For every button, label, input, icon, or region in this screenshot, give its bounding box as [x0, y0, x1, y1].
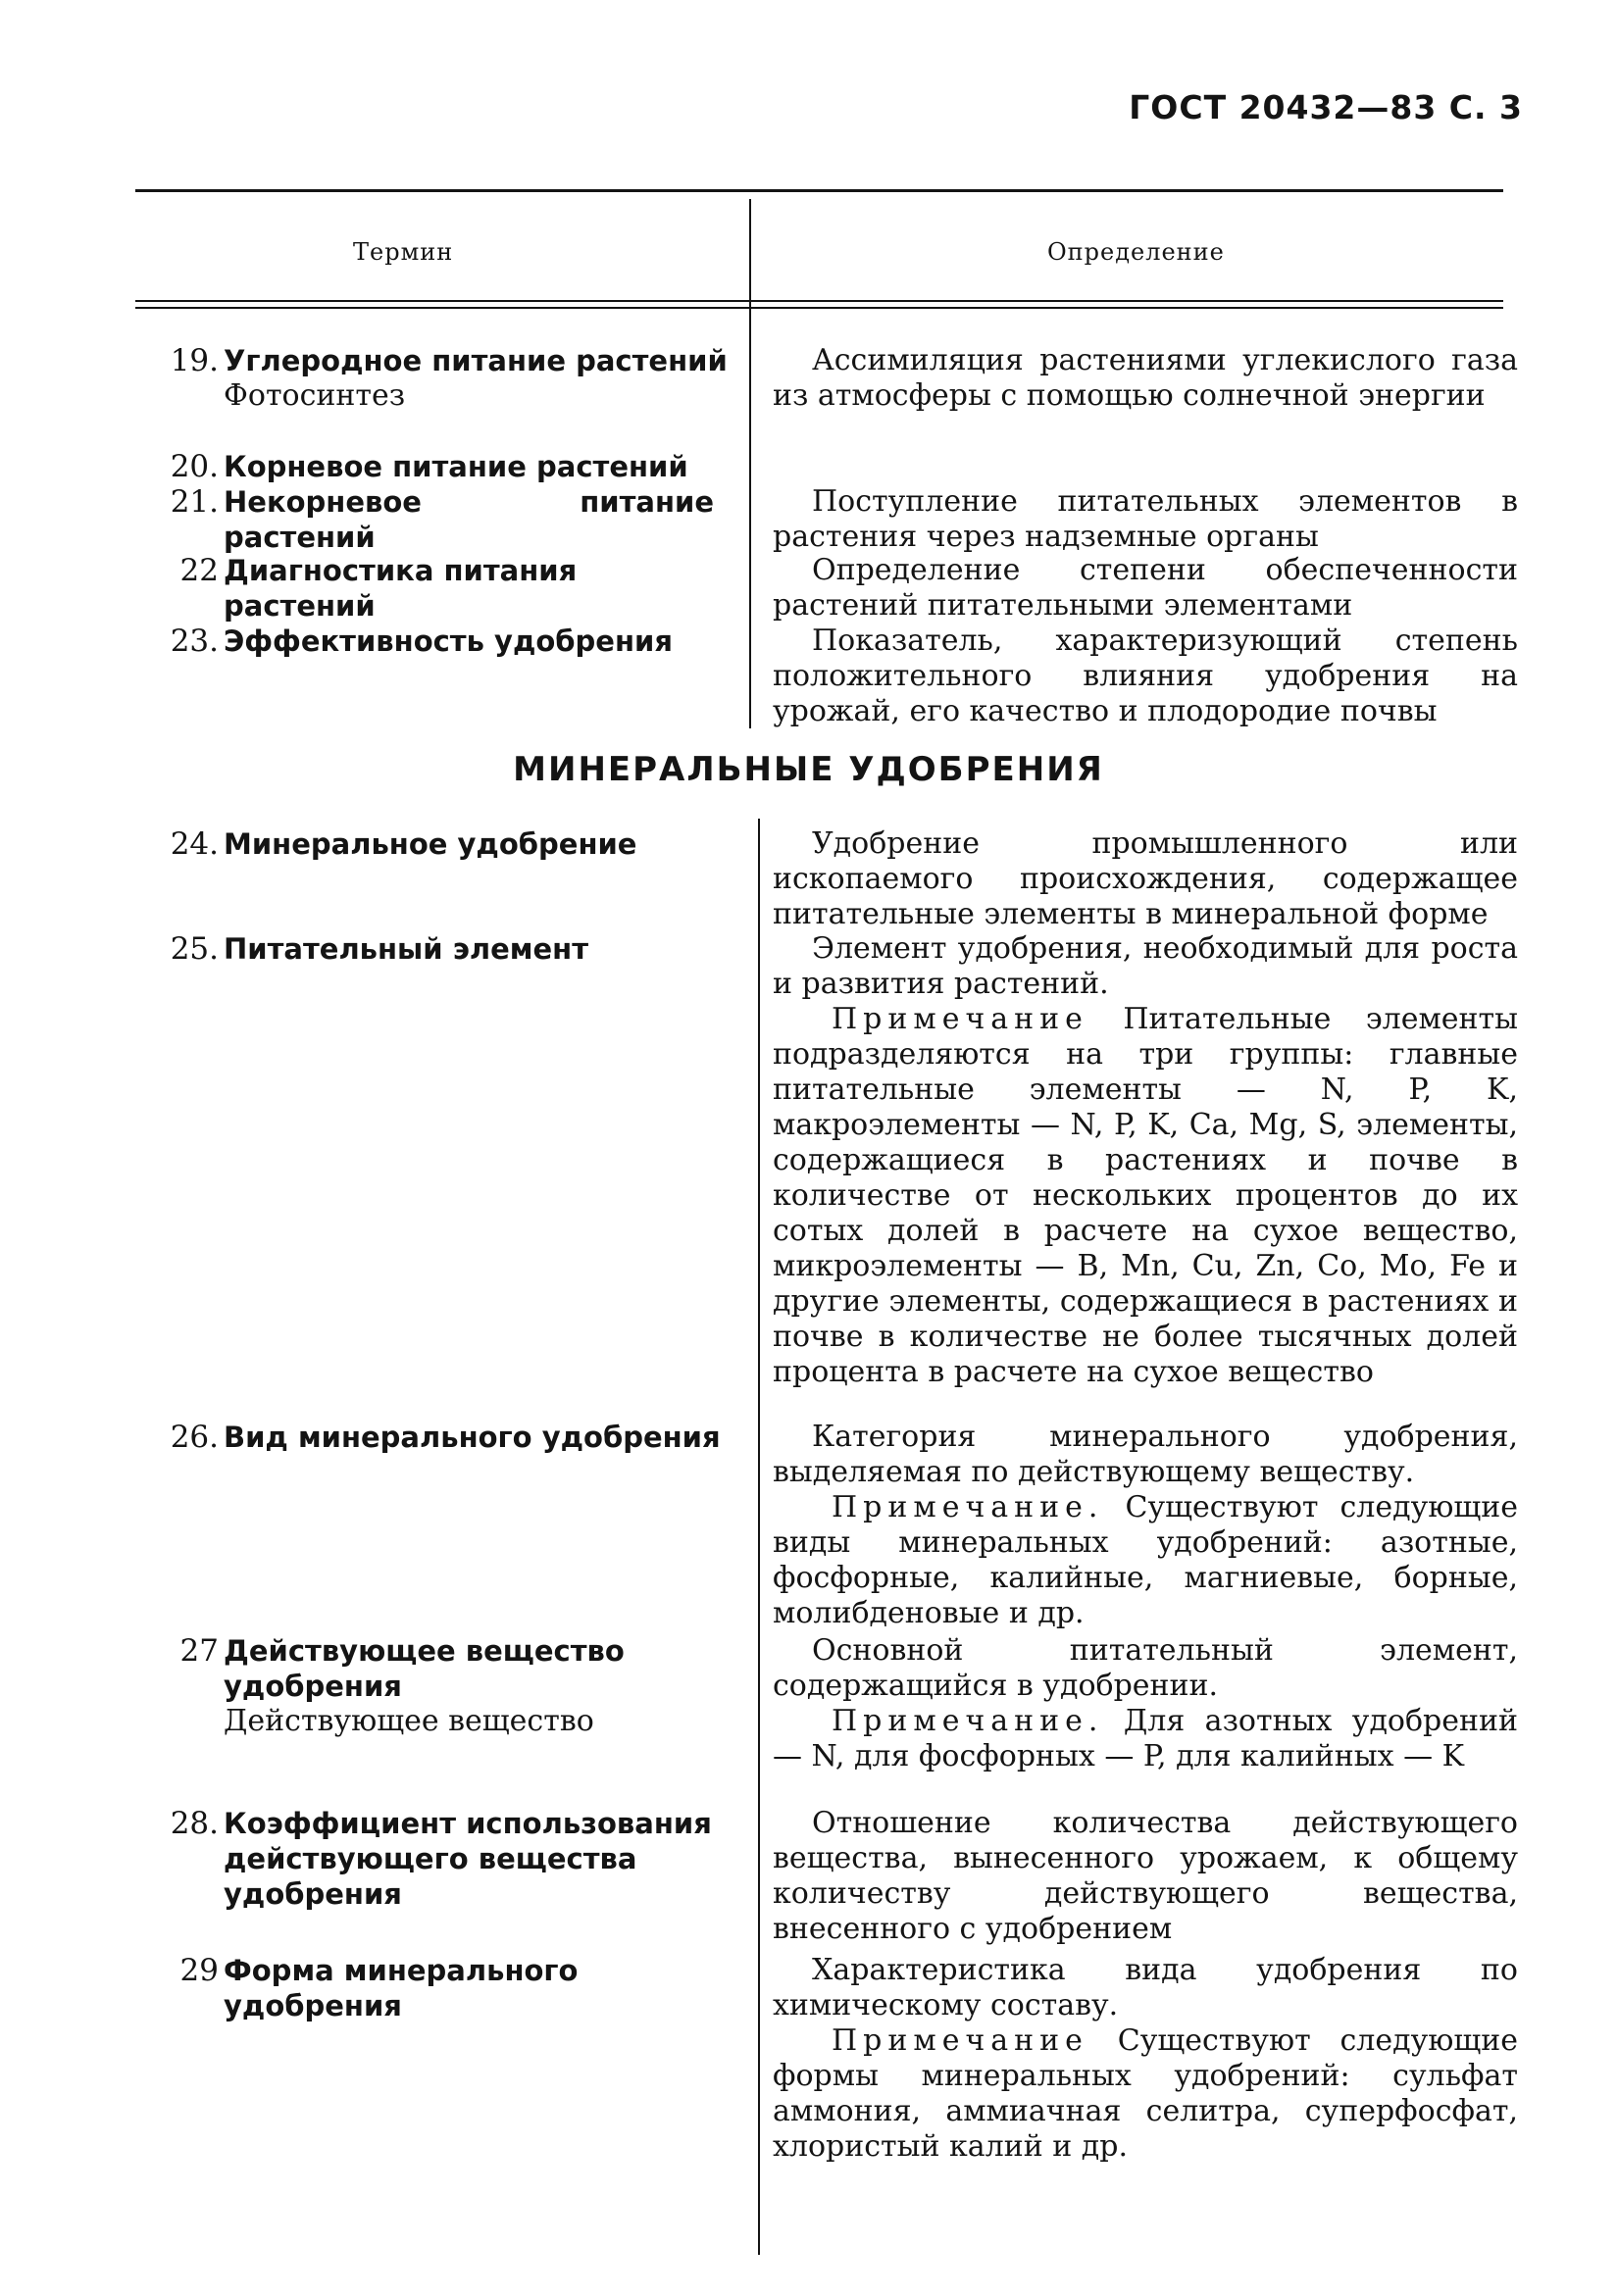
term-text: Коэффициент использования действующего вещества удобрения: [224, 1807, 712, 1911]
term-text: Углеродное питание растений: [224, 344, 728, 377]
note-label: Примечание.: [832, 1490, 1104, 1524]
term-text: Вид минерального удобрения: [224, 1421, 721, 1454]
entry-number: 24.: [170, 826, 219, 862]
note-label: Примечание: [832, 2023, 1088, 2058]
entry-definition: [773, 931, 1518, 1390]
entry-term: [224, 449, 733, 484]
term-synonym: Действующее вещество: [224, 1704, 594, 1738]
term-text: Питательный элемент: [224, 932, 589, 966]
note-text: Для азотных удобрений — N, для фосфорных — P, для калийных — K: [773, 1704, 1518, 1773]
definition-text: Элемент удобрения, необходимый для роста и развития растений.: [773, 931, 1518, 1001]
entry-term: [224, 826, 733, 862]
entry-term: [224, 1806, 733, 1912]
entry-definition: [773, 826, 1518, 932]
entry-number: 26.: [170, 1420, 219, 1455]
definition-text: Ассимиляция растениями углекислого газа из атмосферы с помощью солнечной энергии: [773, 343, 1518, 413]
term-text: Некорневое питание растений: [224, 485, 714, 554]
header-rule-2: [135, 307, 1503, 309]
entry-term: [224, 343, 733, 414]
entry-number: 22: [179, 553, 219, 588]
definition-text: Поступление питательных элементов в растения через надземные органы: [773, 484, 1518, 554]
entry-number: 29: [179, 1953, 219, 1988]
entry-definition: [773, 1420, 1518, 1631]
entry-number: 23.: [170, 624, 219, 659]
definition-text: Отношение количества действующего вещества, вынесенного урожаем, к общему количеству действующего вещества, внесенного с удобрением: [773, 1806, 1518, 1946]
entry-term: [224, 1633, 714, 1739]
term-text: Эффективность удобрения: [224, 624, 673, 658]
entry-number: 27: [179, 1633, 219, 1669]
note-text: Существуют следующие виды минеральных удобрений: азотные, фосфорные, калийные, магниевые, борные, молибденовые и др.: [773, 1490, 1518, 1630]
entry-term: [224, 624, 733, 659]
page-header-code: ГОСТ 20432—83 С. 3: [1129, 88, 1523, 126]
entry-number: 19.: [170, 343, 219, 378]
header-rule-1: [135, 300, 1503, 302]
definition-text: Удобрение промышленного или ископаемого происхождения, содержащее питательные элементы в минеральной форме: [773, 826, 1518, 931]
term-text: Минеральное удобрение: [224, 827, 637, 861]
note-text: Питательные элементы подразделяются на три группы: главные питательные элементы — N, P, K, макроэлементы — N, P, K, Ca, Mg, S, элементы, содержащиеся в растениях и почве в количестве от нескольких процентов до их сотых долей в расчете на сухое вещество, микроэлементы — B, Mn, Cu, Zn, Co, Mo, Fe и другие элементы, содержащиеся в растениях и почве в количестве не более тысячных долей процента в расчете на сухое вещество: [773, 1002, 1518, 1389]
entry-definition: [773, 553, 1518, 624]
entry-number: 21.: [170, 484, 219, 520]
entry-definition: [773, 484, 1518, 555]
column-divider-bottom: [758, 819, 760, 2255]
term-text: Действующее вещество удобрения: [224, 1634, 625, 1703]
term-synonym: Фотосинтез: [224, 378, 406, 413]
section-title: МИНЕРАЛЬНЫЕ УДОБРЕНИЯ: [513, 750, 1104, 789]
column-divider-top: [749, 199, 751, 728]
column-header-term: Термин: [353, 238, 454, 266]
entry-number: 25.: [170, 931, 219, 967]
note-label: Примечание: [832, 1002, 1088, 1036]
entry-definition: [773, 1953, 1518, 2165]
definition-note: [773, 1002, 1518, 1390]
table-top-rule: [135, 189, 1503, 192]
definition-text: Характеристика вида удобрения по химическому составу.: [773, 1953, 1518, 2022]
entry-number: 20.: [170, 449, 219, 484]
definition-note: [773, 2023, 1518, 2165]
entry-definition: [773, 624, 1518, 729]
term-text: Корневое питание растений: [224, 450, 688, 483]
definition-note: [773, 1490, 1518, 1631]
entry-term: [224, 1953, 714, 2023]
definition-text: Основной питательный элемент, содержащийся в удобрении.: [773, 1633, 1518, 1703]
note-label: Примечание.: [832, 1704, 1104, 1738]
entry-definition: [773, 1806, 1518, 1947]
entry-term: [224, 1420, 733, 1455]
entry-term: [224, 931, 733, 967]
definition-text: Показатель, характеризующий степень положительного влияния удобрения на урожай, его качество и плодородие почвы: [773, 624, 1518, 728]
entry-definition: [773, 343, 1518, 414]
definition-note: [773, 1704, 1518, 1774]
column-header-definition: Определение: [1047, 238, 1225, 266]
definition-text: Определение степени обеспеченности растений питательными элементами: [773, 553, 1518, 623]
definition-text: Категория минерального удобрения, выделяемая по действующему веществу.: [773, 1420, 1518, 1489]
entry-definition: [773, 1633, 1518, 1774]
note-text: Существуют следующие формы минеральных удобрений: сульфат аммония, аммиачная селитра, суперфосфат, хлористый калий и др.: [773, 2023, 1518, 2164]
term-text: Диагностика питания растений: [224, 554, 578, 623]
entry-term: [224, 484, 714, 555]
term-text: Форма минерального удобрения: [224, 1954, 579, 2022]
entry-term: [224, 553, 714, 624]
entry-number: 28.: [170, 1806, 219, 1841]
